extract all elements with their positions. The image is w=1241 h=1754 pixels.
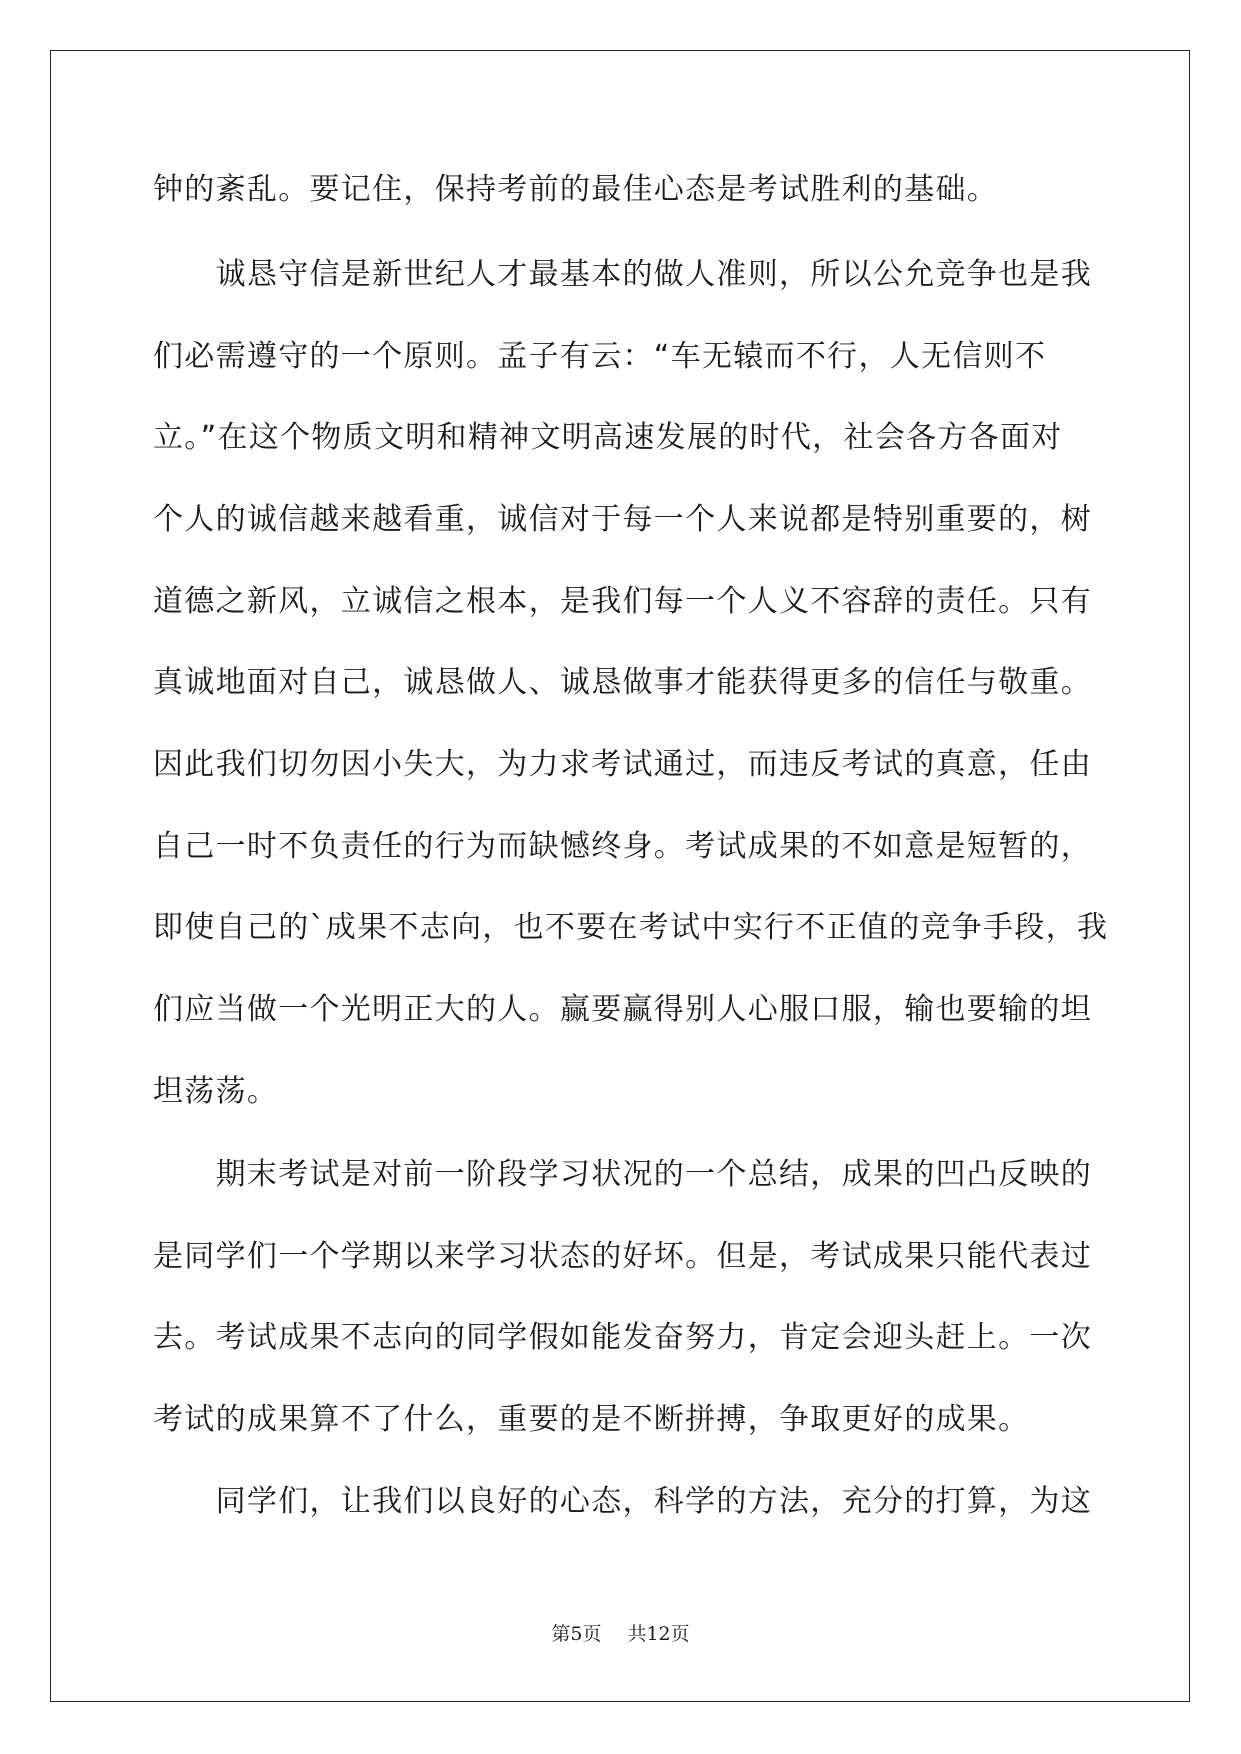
text-line: 坦荡荡。 [153, 1074, 279, 1109]
text-line: 道德之新风，立诚信之根本，是我们每一个人义不容辞的责任。只有 [153, 584, 1092, 619]
text-line: 真诚地面对自己，诚恳做人、诚恳做事才能获得更多的信任与敬重。 [153, 665, 1092, 700]
page-border [50, 50, 1190, 1702]
text-line: 期末考试是对前一阶段学习状况的一个总结，成果的凹凸反映的 [153, 1157, 1092, 1192]
text-line: 个人的诚信越来越看重，诚信对于每一个人来说都是特别重要的，树 [153, 502, 1092, 537]
text-line: 因此我们切勿因小失大，为力求考试通过，而违反考试的真意，任由 [153, 747, 1092, 782]
text-line: 是同学们一个学期以来学习状态的好坏。但是，考试成果只能代表过 [153, 1239, 1092, 1274]
text-line: 同学们，让我们以良好的心态，科学的方法，充分的打算，为这 [153, 1484, 1092, 1519]
text-line: 考试的成果算不了什么，重要的是不断拼搏，争取更好的成果。 [153, 1402, 1030, 1437]
text-line: 即使自己的`成果不志向，也不要在考试中实行不正值的竞争手段，我 [153, 910, 1109, 945]
text-line: 去。考试成果不志向的同学假如能发奋努力，肯定会迎头赶上。一次 [153, 1320, 1092, 1355]
text-line: 立。”在这个物质文明和精神文明高速发展的时代，社会各方各面对 [153, 420, 1063, 455]
text-line: 诚恳守信是新世纪人才最基本的做人准则，所以公允竞争也是我 [153, 257, 1092, 292]
page-total: 共12页 [627, 1623, 690, 1645]
text-line: 们应当做一个光明正大的人。赢要赢得别人心服口服，输也要输的坦 [153, 992, 1092, 1027]
text-line: 们必需遵守的一个原则。孟子有云：“车无辕而不行，人无信则不 [153, 339, 1047, 374]
text-line: 钟的紊乱。要记住，保持考前的最佳心态是考试胜利的基础。 [153, 172, 999, 207]
page-number: 第5页 [551, 1623, 602, 1645]
page-footer [0, 1622, 1241, 1646]
text-line: 自己一时不负责任的行为而缺憾终身。考试成果的不如意是短暂的， [153, 829, 1092, 864]
